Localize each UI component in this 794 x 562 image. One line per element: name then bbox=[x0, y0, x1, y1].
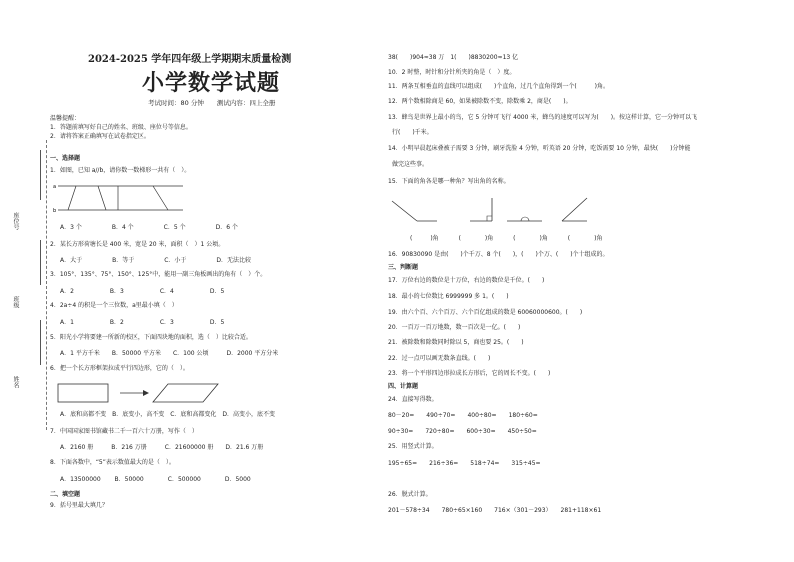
name-label: 姓名 bbox=[12, 376, 19, 388]
options-3: A．2 B．3 C．4 D．5 bbox=[60, 288, 225, 295]
name-line bbox=[40, 320, 41, 365]
parallel-lines-figure bbox=[53, 180, 188, 215]
options-7: A．2160 册 B．216 万册 C．21600000 册 D．21.6 万册 bbox=[60, 444, 264, 451]
straight-angle-figure bbox=[507, 217, 542, 221]
section-heading: 二、填空题 bbox=[50, 491, 81, 498]
question-9: 9．括号里最大填几？ bbox=[50, 502, 108, 509]
options-5: A．1 平方千米 B．50000 平方米 C．100 公顷 D．2000 平方分米 bbox=[60, 350, 279, 357]
options-2: A．大于 B．等于 C．小于 D．无法比较 bbox=[60, 257, 252, 264]
question-19: 19．由六个百、六个百万、六个百亿组成的数是 60060000600。( ) bbox=[388, 309, 583, 316]
acute-angle-figure bbox=[392, 201, 437, 221]
class-line bbox=[40, 240, 41, 285]
question-10: 10．2 时整，时针和分针所夹的角是（ ）度。 bbox=[388, 69, 516, 76]
vertical-calc-row: 195÷65= 216÷36= 518÷74= 315÷45= bbox=[388, 460, 541, 467]
question-26: 26．脱式计算。 bbox=[388, 491, 432, 498]
question-12: 12．两个数相除商是 60，如果被除数不变，除数乘 2，商是( )。 bbox=[388, 98, 572, 105]
question-5: 5．阳光小学将要建一所新的校区，下面四块地的面积，选（ ）比较合适。 bbox=[50, 334, 252, 341]
notice-item: 2．请将答案正确填写在试卷指定区。 bbox=[50, 133, 150, 140]
question-23: 23．将一个平形四边形拉成长方形后，它的周长不变。( ) bbox=[388, 370, 551, 377]
notice-title: 温馨提醒： bbox=[50, 115, 81, 122]
question-8: 8．下面各数中，“5”表示数值最大的是（ ）。 bbox=[50, 459, 175, 466]
question-15: 15．下面的角各是哪一种角？写出角的名称。 bbox=[388, 178, 510, 185]
section-heading: 一、选择题 bbox=[50, 155, 81, 162]
line-label-a: a bbox=[53, 184, 57, 190]
question-7: 7．中国国家图书馆藏书二千一百六十万册，写作（ ） bbox=[50, 428, 198, 435]
question-18: 18．最小的七位数比 6999999 多 1。( ) bbox=[388, 293, 509, 300]
question-11: 11．两条互相垂直的直线可以组成( )个直角，过几个直角得到一个( )角。 bbox=[388, 83, 609, 90]
angle-figures bbox=[392, 196, 592, 228]
question-14: 14．小明早晨起床叠被子需要 3 分钟，刷牙洗脸 4 分钟，听英语 20 分钟，吃饭需要 10 分钟，最快( )分钟能 bbox=[388, 145, 691, 152]
year-title: 2024-2025 学年四年级上学期期末质量检测 bbox=[88, 54, 292, 65]
question-20: 20．一百万一百万地数，数一百次是一亿。( ) bbox=[388, 324, 521, 331]
seat-line bbox=[40, 150, 41, 200]
question-4: 4．2a÷4 的积是一个三位数，a里最小填（ ） bbox=[50, 302, 178, 309]
oral-calc-row: 80－20= 490÷70= 400÷80= 180÷60= bbox=[388, 412, 538, 419]
question-16: 16．90830090 是由( )个千万、8 个( )，( )个万、( )个十组成的。 bbox=[388, 251, 609, 258]
section-heading: 三、判断题 bbox=[388, 264, 419, 271]
oral-calc-row: 90÷30= 720÷80= 600÷30= 450÷50= bbox=[388, 428, 537, 435]
options-8: A．13500000 B．50000 C．500000 D．5000 bbox=[60, 476, 251, 483]
seat-label: 座位号 bbox=[12, 212, 19, 230]
exam-info: 考试时间：80 分钟 测试内容：四上全册 bbox=[148, 99, 276, 107]
question-13: 13．蜂鸟是世界上最小的鸟，它 5 分钟可飞行 4000 米，蜂鸟的速度可以写为( )。按这样计算，它一分钟可以飞 bbox=[388, 114, 698, 121]
question-1: 1．如图，已知 a//b，请你数一数梯形一共有（ ）。 bbox=[50, 167, 191, 174]
options-4: A．1 B．2 C．3 D．5 bbox=[60, 319, 225, 326]
class-label: 班级 bbox=[12, 296, 19, 308]
notice-item: 1．答题前填写好自己的姓名、班级、座位号等信息。 bbox=[50, 124, 192, 131]
right-angle-figure bbox=[470, 198, 492, 221]
main-title: 小学数学试题 bbox=[142, 70, 281, 96]
rectangle-parallelogram-figure bbox=[58, 382, 238, 404]
angle-answers: ( )角 ( )角 ( )角 ( )角 bbox=[410, 235, 603, 242]
line-label-b: b bbox=[53, 208, 57, 214]
question-6: 6．把一个长方形框架拉成平行四边形，它的（ ）。 bbox=[50, 365, 189, 372]
options-6: A．底和高都不变 B．底变小，高不变 C．底和高都变化 D．高变小，底不变 bbox=[60, 411, 276, 418]
question-24: 24．直接写得数。 bbox=[388, 396, 438, 403]
question-14-cont: 做完这些事。 bbox=[392, 161, 429, 168]
question-13-cont: 行( )千米。 bbox=[392, 129, 433, 136]
question-21: 21．被除数和除数同时除以 5，商也要 25。( ) bbox=[388, 339, 524, 346]
question-9-items: 38( )904≈38 万 1( )8830200≈13 亿 bbox=[388, 54, 519, 61]
cut-line bbox=[46, 140, 47, 430]
obtuse-angle-figure bbox=[562, 198, 587, 221]
mixed-calc-row: 201－578÷34 780÷65×160 716×（301－293） 281+118×61 bbox=[388, 507, 602, 514]
question-17: 17．万位右边的数位是十万位，右边的数位是千位。( ) bbox=[388, 277, 545, 284]
question-3: 3．105°、135°、75°、150°、125°中，能用一副三角板画出的角有（ ）个。 bbox=[50, 271, 267, 278]
question-22: 22．过一点可以画无数条直线。( ) bbox=[388, 355, 491, 362]
question-2: 2．某长方形荷塘长是 400 米，宽是 20 米，面积（ ）1 公顷。 bbox=[50, 241, 225, 248]
section-heading: 四、计算题 bbox=[388, 383, 419, 390]
question-25: 25．用竖式计算。 bbox=[388, 443, 438, 450]
options-1: A．3 个 B．4 个 C．5 个 D．6 个 bbox=[60, 224, 238, 231]
